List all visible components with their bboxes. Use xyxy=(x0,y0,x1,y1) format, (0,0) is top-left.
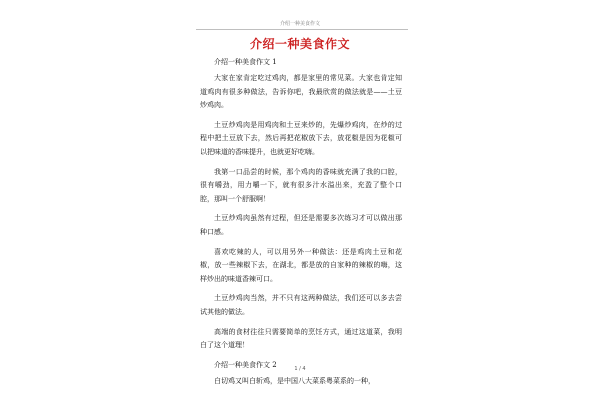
paragraph: 土豆炒鸡肉是用鸡肉和土豆来炒的，先爆炒鸡肉，在炒的过程中把土豆放下去，然后再把花椒放下去，放花椒是因为花椒可以把味道的香味提升，也就更好吃嗨。 xyxy=(200,120,402,156)
section-heading: 介绍一种美食作文 2 xyxy=(214,360,277,369)
page-number: 1 / 4 xyxy=(294,366,306,372)
paragraph: 大家在家肯定吃过鸡肉，都是家里的常见菜。大家也肯定知道鸡肉有很多种做法，告诉你吧，我最欣赏的做法就是——土豆炒鸡肉。 xyxy=(200,74,402,110)
paragraph: 我第一口品尝的时候，那个鸡肉的香味就充满了我的口腔，很有嚼劲，用力嚼一下，就有很多汁水溢出来，充盈了整个口腔，那叫一个舒服啊！ xyxy=(200,167,402,203)
paragraph: 喜欢吃辣的人，可以用另外一种做法：还是鸡肉土豆和花椒，放一些辣椒下去，在湖北，都是放的自家种的辣椒的嗨，这样炒出的味道香辣可口。 xyxy=(200,247,402,283)
paragraph: 高端的食材往往只需要简单的烹饪方式，通过这道菜，我明白了这个道理！ xyxy=(200,327,402,350)
section-heading: 介绍一种美食作文 1 xyxy=(214,58,277,66)
header-divider xyxy=(196,29,408,30)
paragraph: 土豆炒鸡肉当然，并不只有这两种做法，我们还可以多去尝试其他的做法。 xyxy=(200,294,402,316)
document-title: 介绍一种美食作文 xyxy=(249,37,350,51)
paragraph: 土豆炒鸡肉虽然有过程，但还是需要多次练习才可以做出那种口感。 xyxy=(200,214,402,236)
page-header: 介绍一种美食作文 xyxy=(279,21,320,27)
document-body xyxy=(200,53,402,394)
paragraph: 白切鸡又叫白斩鸡，是中国八大菜系粤菜系的一种， xyxy=(214,376,375,385)
